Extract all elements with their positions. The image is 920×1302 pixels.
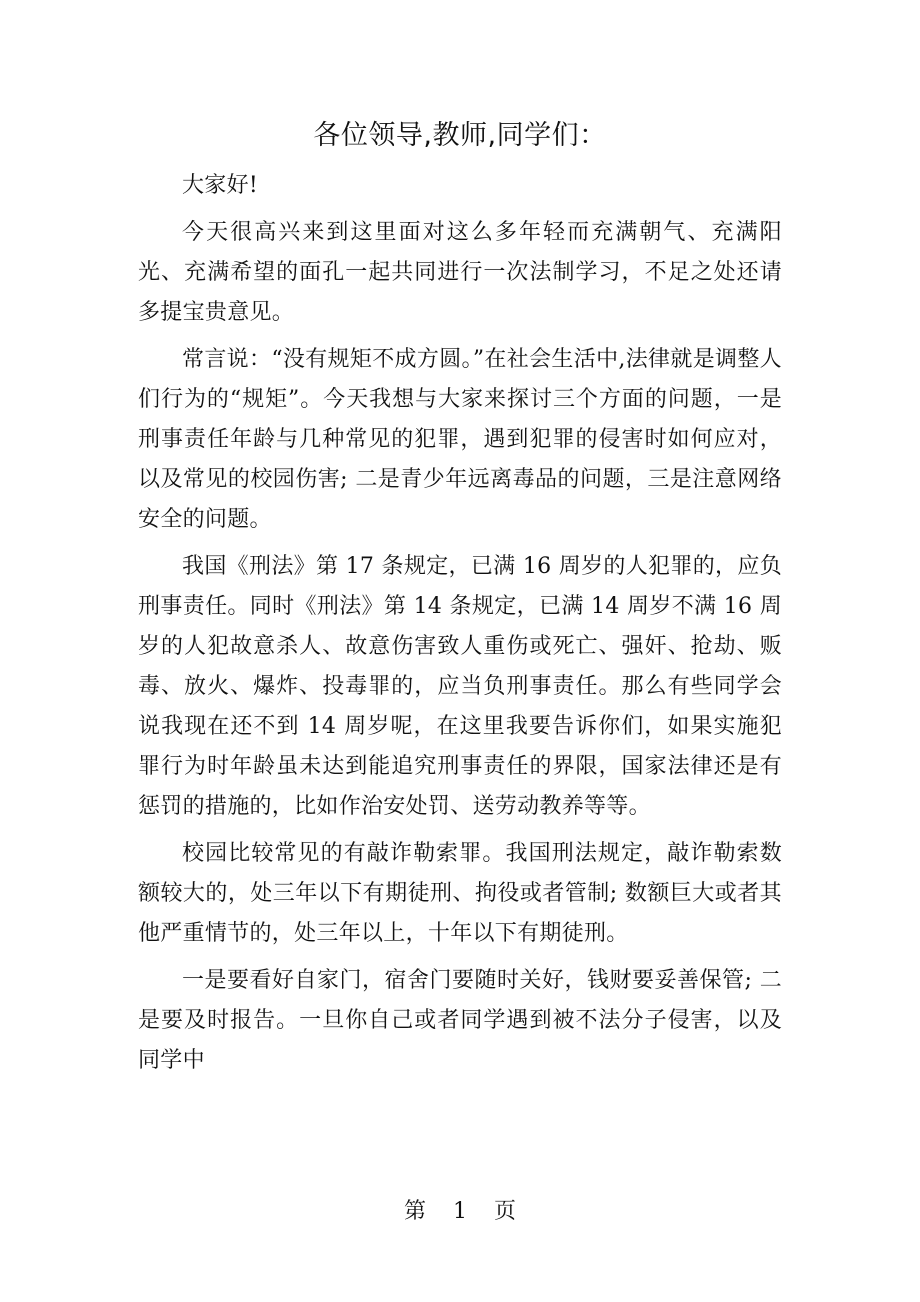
document-title: 各位领导,教师,同学们： [313, 120, 607, 151]
page-number: 1 [453, 1199, 467, 1224]
page-label-suffix: 页 [494, 1199, 517, 1224]
intro-paragraph: 今天很高兴来到这里面对这么多年轻而充满朝气、充满阳光、充满希望的面孔一起共同进行一次法制学习，不足之处还请多提宝贵意见。 [138, 220, 782, 325]
greeting-paragraph: 大家好! [182, 173, 259, 198]
document-body [138, 166, 782, 1088]
page-label-prefix: 第 [403, 1199, 426, 1224]
topics-paragraph: 常言说：“没有规矩不成方圆。”在社会生活中,法律就是调整人们行为的“规矩”。今天我想与大家来探讨三个方面的问题，一是刑事责任年龄与几种常见的犯罪，遇到犯罪的侵害时如何应对，以及常见的校园伤害; 二是青少年远离毒品的问题，三是注意网络安全的问题。 [138, 347, 782, 532]
page-footer [0, 1192, 920, 1232]
criminal-law-paragraph: 我国《刑法》第 17 条规定，已满 16 周岁的人犯罪的，应负刑事责任。同时《刑法》第 14 条规定，已满 14 周岁不满 16 周岁的人犯故意杀人、故意伤害致人重伤或死亡、强奸、抢劫、贩毒、放火、爆炸、投毒罪的，应当负刑事责任。那么有些同学会说我现在还不到 14 周岁呢，在这里我要告诉你们，如果实施犯罪行为时年龄虽未达到能追究刑事责任的界限，国家法律还是有惩罚的措施的，比如作治安处罚、送劳动教养等等。 [138, 554, 782, 819]
extortion-paragraph: 校园比较常见的有敲诈勒索罪。我国刑法规定，敲诈勒索数额较大的，处三年以下有期徒刑、拘役或者管制; 数额巨大或者其他严重情节的，处三年以上，十年以下有期徒刑。 [138, 841, 782, 946]
advice-paragraph: 一是要看好自家门，宿舍门要随时关好，钱财要妥善保管; 二是要及时报告。一旦你自己或者同学遇到被不法分子侵害，以及同学中 [138, 968, 782, 1073]
